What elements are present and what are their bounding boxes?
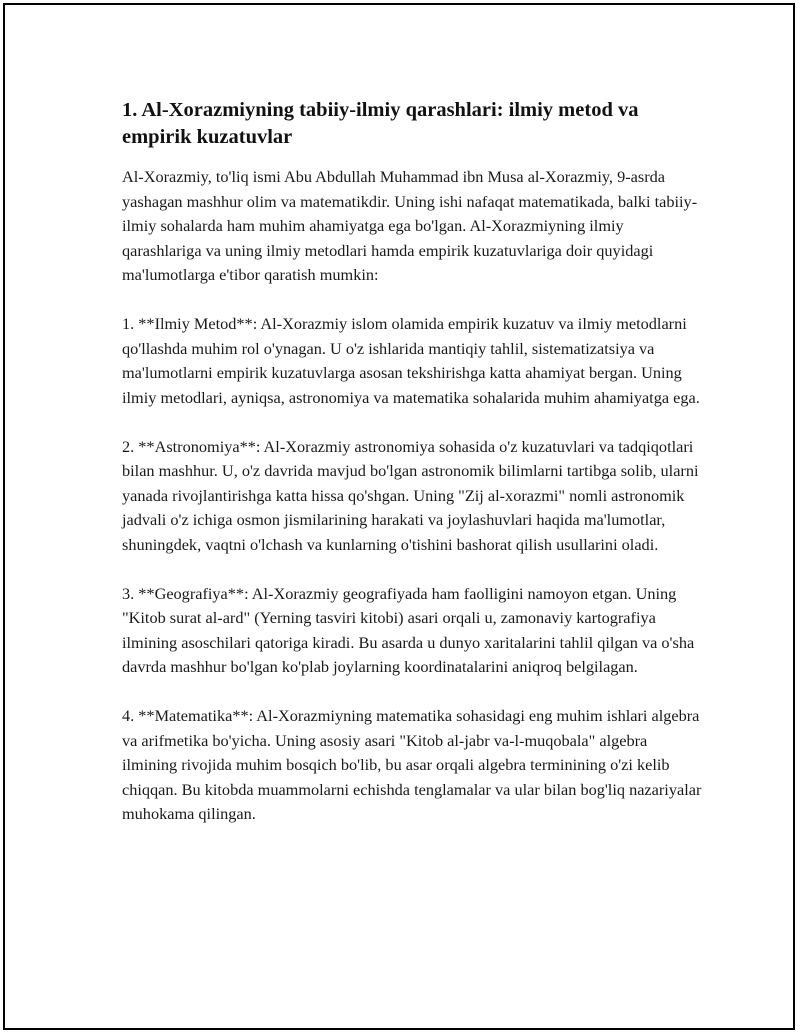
paragraph-ilmiy-metod: 1. **Ilmiy Metod**: Al-Xorazmiy islom olamida empirik kuzatuv va ilmiy metodlarni qo'llashda muhim rol o'ynagan. U o'z ishlarida mantiqiy tahlil, sistematizatsiya va ma'lumotlarni empirik kuzatuvlarga asosan tekshirishga katta ahamiyat bergan. Uning ilmiy metodlari, ayniqsa, astronomiya va matematika sohalarida muhim ahamiyatga ega. (122, 314, 700, 407)
paragraph-geografiya: 3. **Geografiya**: Al-Xorazmiy geografiyada ham faolligini namoyon etgan. Uning "Kitob surat al-ard" (Yerning tasviri kitobi) asari orqali u, zamonaviy kartografiya ilmining asoschilari qatoriga kiradi. Bu asarda u dunyo xaritalarini tahlil qilgan va o'sha davrda mashhur bo'lgan ko'plab joylarning koordinatalarini aniqroq belgilagan. (122, 583, 695, 676)
paragraph-astronomiya: 2. **Astronomiya**: Al-Xorazmiy astronomiya sohasida o'z kuzatuvlari va tadqiqotlari bilan mashhur. U, o'z davrida mavjud bo'lgan astronomik bilimlarni tartibga solib, ularni yanada rivojlantirishga katta hissa qo'shgan. Uning "Zij al-xorazmi" nomli astronomik jadvali o'z ichiga osmon jismilarining harakati va joylashuvlari haqida ma'lumotlar, shuningdek, vaqtni o'lchash va kunlarning o'tishini bashorat qilish usullarini oladi. (122, 436, 699, 554)
intro-paragraph: Al-Xorazmiy, to'liq ismi Abu Abdullah Muhammad ibn Musa al-Xorazmiy, 9-asrda yashagan mashhur olim va matematikdir. Uning ishi nafaqat matematikada, balki tabiiy-ilmiy sohalarda ham muhim ahamiyatga ega bo'lgan. Al-Xorazmiyning ilmiy qarashlariga va uning ilmiy metodlari hamda empirik kuzatuvlariga doir quyidagi ma'lumotlarga e'tibor qaratish mumkin: (122, 167, 698, 284)
document-body (122, 97, 702, 851)
document-title: 1. Al-Xorazmiyning tabiiy-ilmiy qarashlari: ilmiy metod va empirik kuzatuvlar (122, 99, 639, 148)
page-frame (3, 3, 795, 1030)
paragraph-matematika: 4. **Matematika**: Al-Xorazmiyning matematika sohasidagi eng muhim ishlari algebra va arifmetika bo'yicha. Uning asosiy asari "Kitob al-jabr va-l-muqobala" algebra ilmining rivojida muhim bosqich bo'lib, bu asar orqali algebra terminining o'zi kelib chiqqan. Bu kitobda muammolarni echishda tenglamalar va ular bilan bog'liq nazariyalar muhokama qilingan. (122, 706, 702, 823)
